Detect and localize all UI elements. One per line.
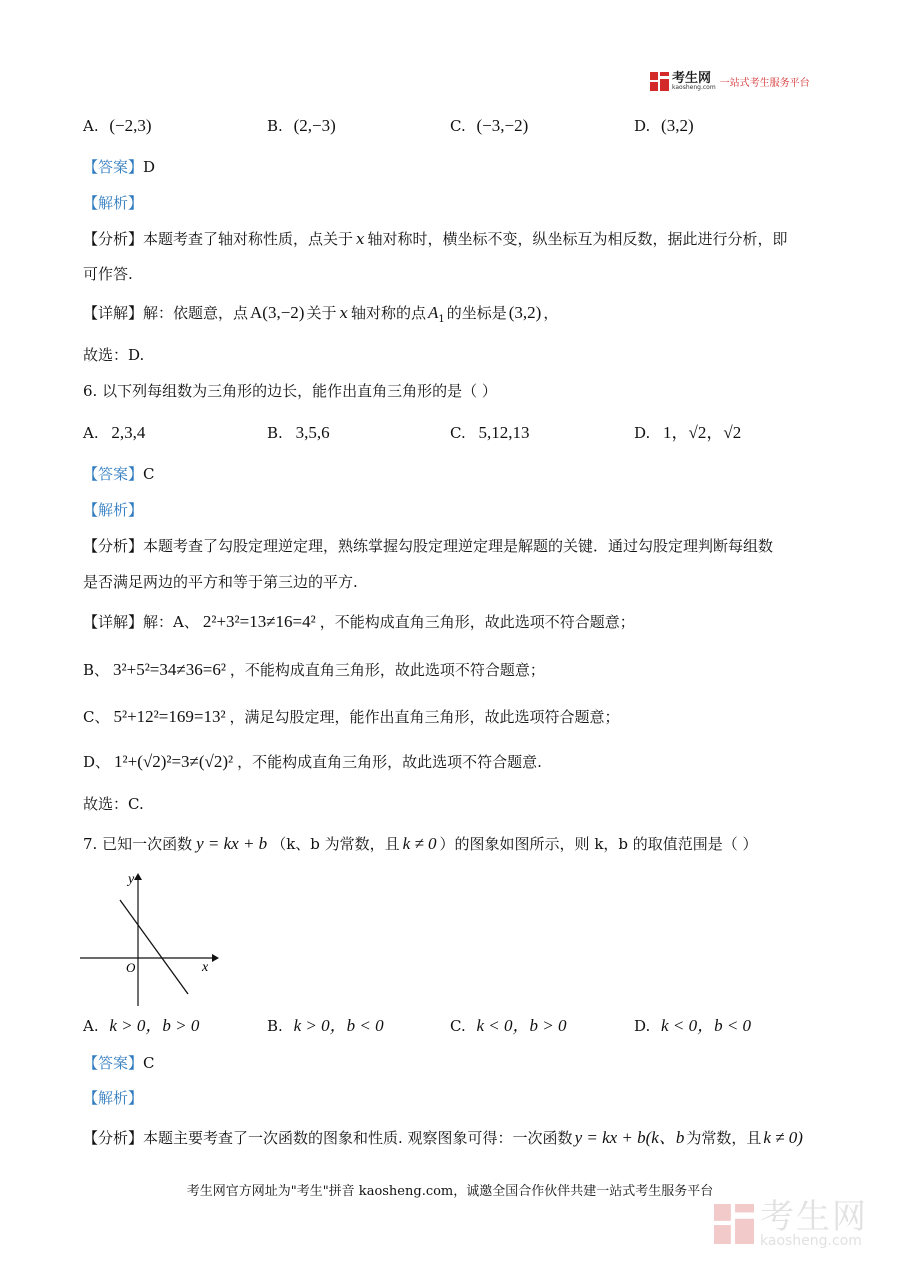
q5-answer (83, 157, 155, 177)
text: 为常数，且 (686, 1129, 762, 1147)
footer-text: 考生网官方网址为"考生"拼音 kaosheng.com，诚邀全国合作伙伴共建一站式考生服务平台 (186, 1184, 714, 1199)
text: 本题考查了勾股定理逆定理，熟练掌握勾股定理逆定理是解题的关键．通过勾股定理判断每组数 (143, 537, 774, 555)
watermark-logo-icon (714, 1204, 754, 1244)
text: 轴对称时，横坐标不变，纵坐标互为相反数，据此进行分析，即 (367, 230, 788, 248)
watermark (714, 1197, 868, 1249)
text: 本题主要考查了一次函数的图象和性质. 观察图象可得：一次函数 (143, 1129, 573, 1147)
option-key: C. (450, 1017, 466, 1035)
fenxi-label: 【分析】 (83, 537, 144, 555)
header-logo (650, 72, 810, 91)
answer-value: C (143, 465, 155, 483)
q5-option-c (450, 116, 528, 136)
text: ）的图象如图所示，则 k，b 的取值范围是（ ） (439, 835, 758, 853)
text: 的坐标是 (446, 304, 507, 322)
math-point: A(3,−2) (250, 303, 305, 322)
option-key: A. (83, 117, 99, 135)
option-value: 3,5,6 (295, 423, 330, 442)
math-point: (3,2) (508, 303, 542, 322)
brand-name: 考生网 (672, 71, 712, 86)
q5-conclusion: 故选：D. (83, 346, 145, 364)
q6-option-b (267, 423, 330, 443)
text: 解：依题意，点 (143, 304, 249, 322)
math-expression: y = kx + b(k、b (574, 1128, 685, 1147)
option-value: k < 0，b < 0 (661, 1016, 752, 1035)
math-expression: 1²+(√2)²=3≠(√2)² (114, 752, 234, 771)
watermark-name: 考生网 (760, 1197, 868, 1237)
option-value: k > 0，b > 0 (109, 1016, 200, 1035)
text: 关于 (306, 304, 337, 322)
origin-label: O (126, 960, 136, 975)
option-key: D. (634, 117, 651, 135)
option-value: 2,3,4 (111, 423, 146, 442)
option-key: A. (83, 424, 99, 442)
option-key: D. (634, 424, 651, 442)
math-subscript: 1 (438, 314, 445, 325)
option-value: 1，√2，√2 (663, 423, 742, 442)
option-value: (−2,3) (109, 116, 152, 135)
option-value: (2,−3) (293, 116, 336, 135)
text: ，不能构成直角三角形，故此选项不符合题意； (319, 613, 635, 631)
q6-detail-c (83, 707, 620, 727)
q7-option-c (450, 1016, 567, 1036)
detail-label: 【详解】 (83, 304, 144, 322)
fenxi-label: 【分析】 (83, 230, 144, 248)
option-key: D. (634, 1017, 651, 1035)
fenxi-label: 【分析】 (83, 1129, 144, 1147)
option-value: k > 0，b < 0 (293, 1016, 384, 1035)
option-key: B. (267, 117, 283, 135)
text: 轴对称的点 (350, 304, 426, 322)
text: ，满足勾股定理，能作出直角三角形，故此选项符合题意； (229, 708, 620, 726)
q7-function-graph (76, 868, 226, 1010)
math-var: x (339, 304, 348, 322)
q6-question: 6. 以下列每组数为三角形的边长，能作出直角三角形的是（ ） (83, 382, 497, 400)
text: B、 (83, 661, 110, 679)
q6-fenxi-line-2: 是否满足两边的平方和等于第三边的平方. (83, 573, 358, 591)
math-var: A (427, 303, 439, 322)
q5-fenxi-line-2: 可作答. (83, 265, 133, 283)
math-expression: 2²+3²=13≠16=4² (202, 612, 316, 631)
option-key: B. (267, 1017, 283, 1035)
text: 本题考查了轴对称性质，点关于 (143, 230, 354, 248)
text: ，不能构成直角三角形，故此选项不符合题意； (229, 661, 545, 679)
math-expression: 5²+12²=169=13² (113, 707, 226, 726)
text: D、 (83, 753, 111, 771)
x-axis-label: x (202, 960, 209, 975)
option-value: (3,2) (661, 116, 694, 135)
x-axis-arrow (212, 954, 219, 962)
q6-fenxi-line-1 (83, 536, 773, 556)
answer-label: 【答案】 (83, 465, 144, 483)
y-axis-arrow (134, 873, 142, 880)
q7-question (83, 834, 758, 854)
math-expression: y = kx + b (196, 834, 268, 853)
answer-value: D (143, 158, 156, 176)
q7-fenxi-line-1 (83, 1128, 803, 1148)
q6-option-a (83, 423, 145, 443)
q5-fenxi-line-1 (83, 229, 788, 249)
option-value: (−3,−2) (476, 116, 529, 135)
text: ，不能构成直角三角形，故此选项不符合题意. (237, 753, 542, 771)
answer-value: C (143, 1054, 155, 1072)
text: C、 (83, 708, 110, 726)
q7-option-b (267, 1016, 384, 1036)
q6-answer (83, 464, 155, 484)
brand-url: kaosheng.com (672, 84, 716, 91)
math-expression: k ≠ 0) (763, 1128, 803, 1147)
header-slogan: 一站式考生服务平台 (719, 78, 810, 89)
q6-conclusion: 故选：C. (83, 795, 144, 813)
text: 7. 已知一次函数 (83, 835, 193, 853)
math-var: x (356, 230, 365, 248)
watermark-url: kaosheng.com (760, 1233, 862, 1249)
q7-option-a (83, 1016, 199, 1036)
function-line (120, 900, 188, 994)
q5-option-a (83, 116, 152, 136)
q7-option-d (634, 1016, 751, 1036)
q5-option-d (634, 116, 694, 136)
q6-detail-d (83, 752, 542, 772)
text: （k、b 为常数，且 (271, 835, 400, 853)
math-expression: 3²+5²=34≠36=6² (113, 660, 226, 679)
answer-label: 【答案】 (83, 158, 144, 176)
q7-answer (83, 1053, 155, 1073)
math-expression: k ≠ 0 (402, 834, 437, 853)
q6-option-c (450, 423, 530, 443)
q5-detail (83, 303, 558, 330)
y-axis-label: y (128, 872, 135, 887)
q5-analysis-label: 【解析】 (83, 194, 144, 212)
text: ， (543, 304, 559, 322)
kaosheng-logo-icon (650, 72, 669, 91)
option-key: A. (83, 1017, 99, 1035)
q6-option-d (634, 423, 741, 443)
text: 解：A、 (143, 613, 199, 631)
answer-label: 【答案】 (83, 1054, 144, 1072)
option-key: B. (267, 424, 283, 442)
q6-detail-a (83, 612, 635, 632)
q6-detail-b (83, 660, 545, 680)
option-value: 5,12,13 (478, 423, 530, 442)
q5-option-b (267, 116, 336, 136)
q7-analysis-label: 【解析】 (83, 1089, 144, 1107)
q6-analysis-label: 【解析】 (83, 501, 144, 519)
option-key: C. (450, 117, 466, 135)
option-value: k < 0，b > 0 (476, 1016, 567, 1035)
detail-label: 【详解】 (83, 613, 144, 631)
option-key: C. (450, 424, 466, 442)
